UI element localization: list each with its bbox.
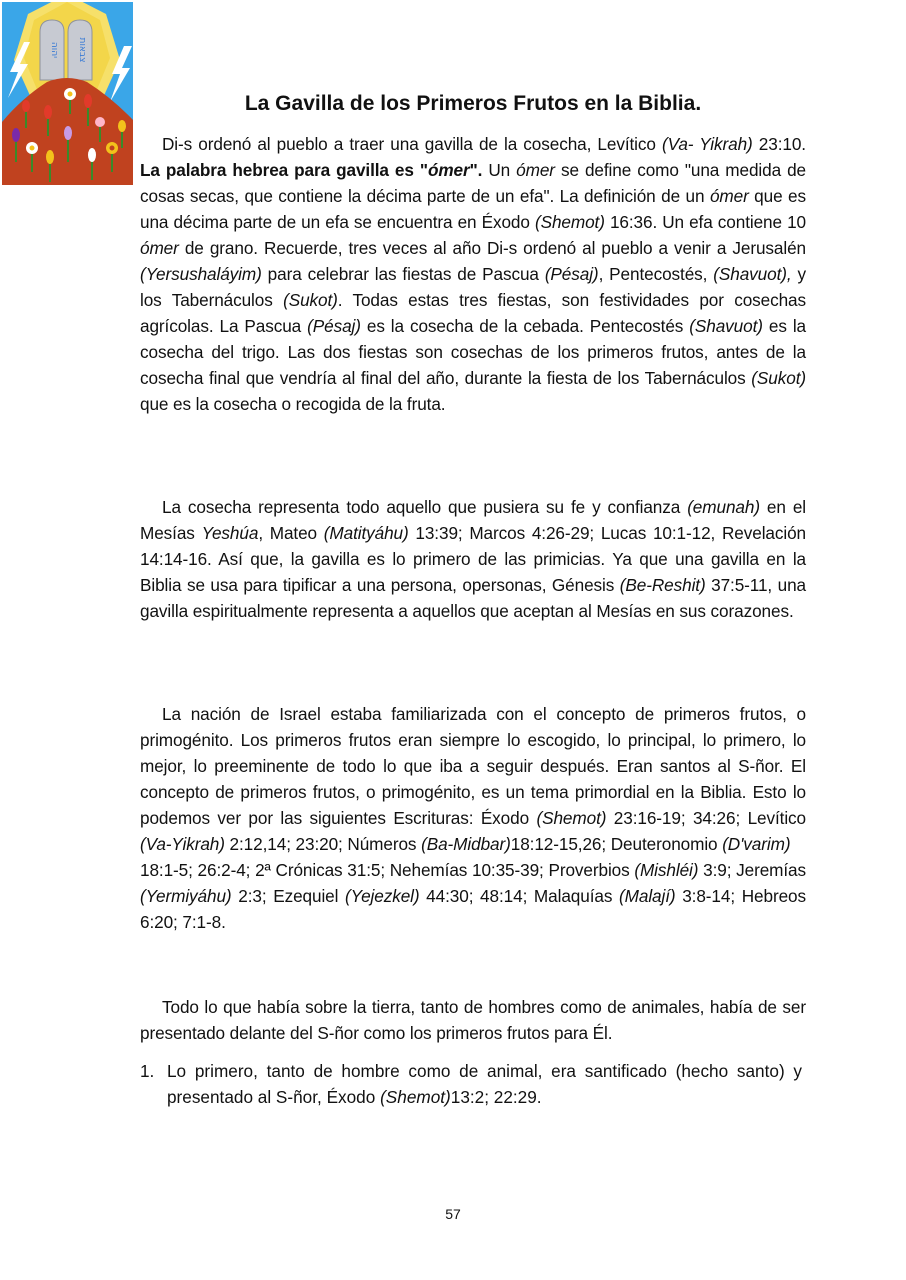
text-run: Yeshúa (201, 523, 259, 543)
text-run: (Sukot) (283, 290, 338, 310)
text-run: (Yermiyáhu) (140, 886, 232, 906)
list-item-number: 1. (140, 1061, 155, 1081)
paragraph-4: Todo lo que había sobre la tierra, tanto de hombres como de animales, había de ser presentado delante del S-ñor como los primeros frutos para Él. (140, 997, 806, 1043)
text-run: (Shemot) (534, 212, 605, 232)
text-run: ". (469, 160, 483, 180)
tablet-lettering-left: יהוה (49, 41, 59, 59)
text-run: (Yersushaláyim) (140, 264, 262, 284)
text-run: (Va-Yikrah) (140, 834, 225, 854)
text-run: (Pésaj) (307, 316, 361, 336)
text-run: (Pésaj) (544, 264, 599, 284)
text-run: ómer (709, 186, 749, 206)
text-run: (Shavuot) (689, 316, 763, 336)
paragraph-1: Di-s ordenó al pueblo a traer una gavilla de la cosecha, Levítico (Va- Yikrah) 23:10. La palabra hebrea para gavilla es "ómer". Un ómer se define como "una medida de cosas secas, que contiene la décima parte de un efa". La definición de un ómer que es una décima parte de un efa se encuentra en Éxodo (Shemot) 16:36. Un efa contiene 10 ómer de grano. Recuerde, tres veces al año Di-s ordenó al pueblo a venir a Jerusalén (Yersushaláyim) para celebrar las fiestas de Pascua (Pésaj), Pentecostés, (Shavuot), y los Tabernáculos (Sukot). Todas estas tres fiestas, son festividades por cosechas agrícolas. La Pascua (Pésaj) es la cosecha de la cebada. Pentecostés (Shavuot) es la cosecha del trigo. Las dos fiestas son cosechas de los primeros frutos, antes de la cosecha final que vendría al final del año, durante la fiesta de los Tabernáculos (Sukot) que es la cosecha o recogida de la fruta. (140, 134, 807, 414)
text-run: La palabra hebrea para gavilla es " (140, 160, 428, 180)
text-run: ómer (427, 160, 470, 180)
text-run: (Va- Yikrah) (661, 134, 753, 154)
text-run: (Mishléi) (634, 860, 699, 880)
text-run: (Shemot) (380, 1087, 451, 1107)
text-run: (Sukot) (751, 368, 806, 388)
page-number: 57 (445, 1206, 461, 1222)
text-run: (Shavuot), (713, 264, 792, 284)
text-run: (Matityáhu) (323, 523, 409, 543)
page-title: La Gavilla de los Primeros Frutos en la Biblia. (244, 92, 702, 115)
text-run: (Yejezkel) (345, 886, 420, 906)
text-run: (emunah) (687, 497, 760, 517)
tablet-lettering-right: צבאות (77, 37, 87, 63)
text-run: ómer (140, 238, 179, 258)
text-run: (D'varim) (722, 834, 791, 854)
list-item-text: Lo primero, tanto de hombre como de animal, era santificado (hecho santo) y presentado al S-ñor, Éxodo (Shemot)13:2; 22:29. (167, 1061, 802, 1107)
paragraph-2: La cosecha representa todo aquello que pusiera su fe y confianza (emunah) en el Mesías Yeshúa, Mateo (Matityáhu) 13:39; Marcos 4:26-29; Lucas 10:1-12, Revelación 14:14-16. Así que, la gavilla es lo primero de las primicias. Ya que una gavilla en la Biblia se usa para tipificar a una persona, opersonas, Génesis (Be-Reshit) 37:5-11, una gavilla espiritualmente representa a aquellos que aceptan al Mesías en sus corazones. (140, 497, 807, 621)
ten-commandments-logo (2, 2, 133, 185)
text-run: (Malají) (619, 886, 676, 906)
text-run: (Ba-Midbar) (421, 834, 511, 854)
text-run: ómer (516, 160, 555, 180)
list-item (140, 1058, 802, 1110)
text-run: (Be-Reshit) (619, 575, 706, 595)
paragraph-3: La nación de Israel estaba familiarizada con el concepto de primeros frutos, o primogénito. Los primeros frutos eran siempre lo escogido, lo principal, lo primero, lo mejor, lo preeminente de todo lo que iba a seguir después. Eran santos al S-ñor. El concepto de primeros frutos, o primogénito, es un tema primordial en la Biblia. Esto lo podemos ver por las siguientes Escrituras: Éxodo (Shemot) 23:16-19; 34:26; Levítico (Va-Yikrah) 2:12,14; 23:20; Números (Ba-Midbar)18:12-15,26; Deuteronomio (D'varim) 18:1-5; 26:2-4; 2ª Crónicas 31:5; Nehemías 10:35-39; Proverbios (Mishléi) 3:9; Jeremías (Yermiyáhu) 2:3; Ezequiel (Yejezkel) 44:30; 48:14; Malaquías (Malají) 3:8-14; Hebreos 6:20; 7:1-8. (140, 704, 806, 932)
text-run: (Shemot) (536, 808, 607, 828)
